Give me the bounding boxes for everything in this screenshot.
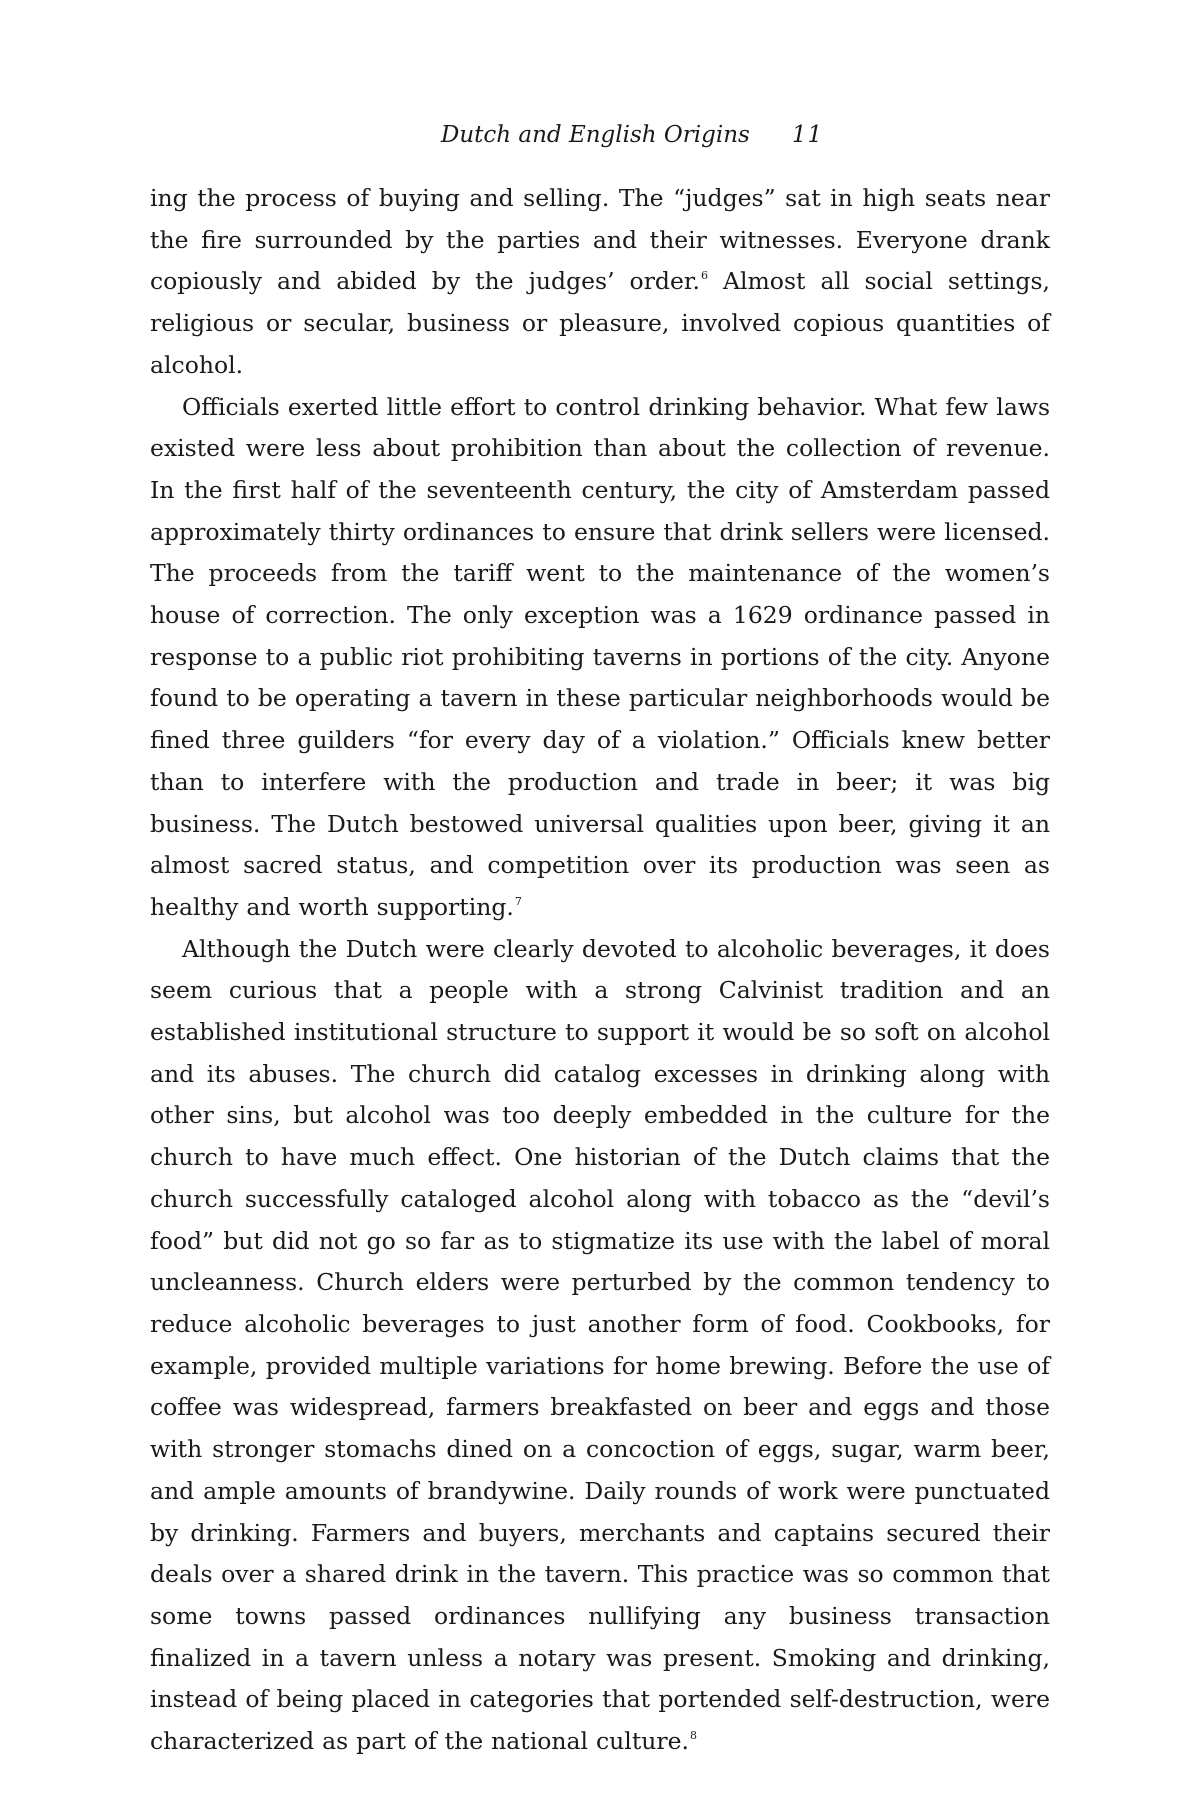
paragraph-text: Officials exerted little effort to control drinking behavior. What few laws existed were less about prohibition than about the collection of revenue. In the first half of the seventeenth century, the city of Amsterdam passed approximately thirty ordinances to ensure that drink sellers were licensed. The proceeds from the tariff went to the maintenance of the women’s house of correction. The only exception was a 1629 ordinance passed in response to a public riot prohibiting taverns in portions of the city. Anyone found to be operating a tavern in these particular neighborhoods would be fined three guilders “for every day of a violation.” Officials knew better than to interfere with the production and trade in beer; it was big business. The Dutch bestowed universal qualities upon beer, giving it an almost sacred status, and competition over its production was seen as healthy and worth supporting. bbox=[150, 392, 1050, 921]
book-page bbox=[150, 118, 1050, 1763]
footnote-marker: 6 bbox=[701, 269, 709, 283]
running-title: Dutch and English Origins bbox=[440, 122, 750, 148]
paragraph-text: Almost all social settings, religious or secular, business or pleasure, involved copious quantities of alcohol. bbox=[150, 267, 1050, 379]
paragraph-text: ing the process of buying and selling. The “judges” sat in high seats near the fire surrounded by the parties and their witnesses. Everyone drank copiously and abided by the judges’ order. bbox=[150, 184, 1050, 296]
paragraph-3 bbox=[150, 929, 1050, 1763]
paragraph-1 bbox=[150, 178, 1050, 387]
body-text bbox=[150, 178, 1050, 1763]
paragraph-2 bbox=[150, 387, 1050, 929]
page-number: 11 bbox=[791, 122, 824, 148]
footnote-marker: 7 bbox=[514, 894, 522, 908]
paragraph-text: Although the Dutch were clearly devoted to alcoholic beverages, it does seem curious that a people with a strong Calvinist tradition and an established institutional structure to support it would be so soft on alcohol and its abuses. The church did catalog excesses in drinking along with other sins, but alcohol was too deeply embedded in the culture for the church to have much effect. One historian of the Dutch claims that the church successfully cataloged alcohol along with tobacco as the “devil’s food” but did not go so far as to stigmatize its use with the label of moral uncleanness. Church elders were perturbed by the common tendency to reduce alcoholic beverages to just another form of food. Cookbooks, for example, provided multiple variations for home brewing. Before the use of coffee was widespread, farmers breakfasted on beer and eggs and those with stronger stomachs dined on a concoction of eggs, sugar, warm beer, and ample amounts of brandywine. Daily rounds of work were punctuated by drinking. Farmers and buyers, merchants and captains secured their deals over a shared drink in the tavern. This practice was so common that some towns passed ordinances nullifying any business transaction finalized in a tavern unless a notary was present. Smoking and drinking, instead of being placed in categories that portended self-destruction, were characterized as part of the national culture. bbox=[150, 934, 1050, 1756]
footnote-marker: 8 bbox=[690, 1729, 698, 1743]
running-head bbox=[150, 118, 1050, 152]
